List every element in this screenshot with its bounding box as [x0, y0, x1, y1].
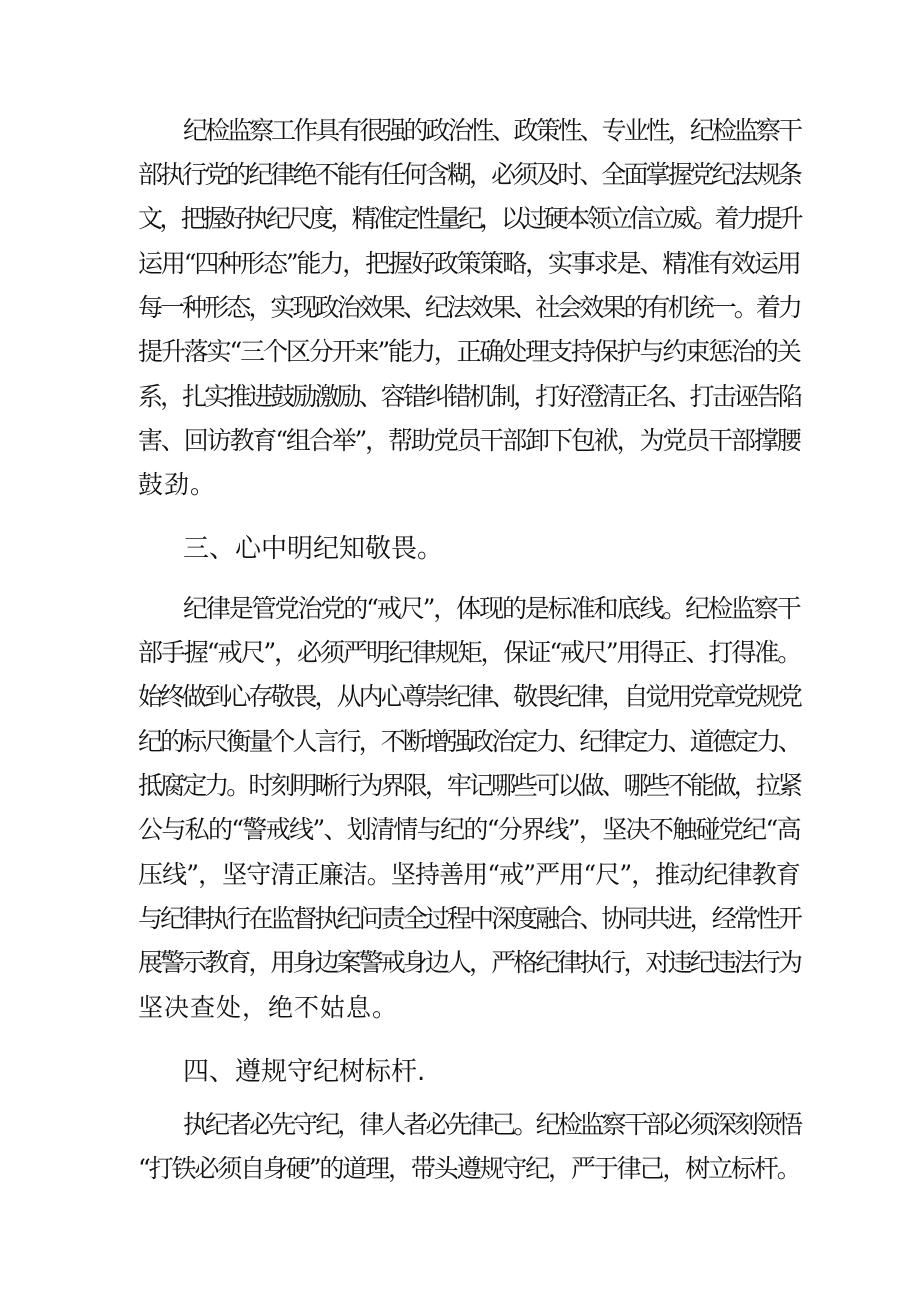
text-line: 提升落实“三个区分开来”能力，正确处理支持保护与约束惩治的关	[138, 337, 800, 366]
text-line: 害、回访教育“组合举”，帮助党员干部卸下包袱，为党员干部撑腰	[138, 426, 800, 455]
text-line: 纪的标尺衡量个人言行，不断增强政治定力、纪律定力、道德定力、	[138, 727, 801, 756]
text-line: 系，扎实推进鼓励激励、容错纠错机制，打好澄清正名、打击诬告陷	[138, 382, 801, 411]
text-line: 与纪律执行在监督执纪问责全过程中深度融合、协同共进，经常性开	[138, 904, 801, 933]
text-line: 部手握“戒尺”，必须严明纪律规矩，保证“戒尺”用得正、打得准。	[138, 638, 801, 667]
text-line: 公与私的“警戒线”、划清情与纪的“分界线”，坚决不触碰党纪“高	[138, 815, 800, 844]
text-line: 抵腐定力。时刻明晰行为界限，牢记哪些可以做、哪些不能做，拉紧	[138, 771, 801, 800]
text-line: 运用“四种形态”能力，把握好政策策略，实事求是、精准有效运用	[138, 249, 800, 278]
text-line: 纪律是管党治党的“戒尺”，体现的是标准和底线。纪检监察干	[183, 594, 800, 623]
text-line: 鼓劲。	[138, 470, 217, 499]
section-heading-4: 四、遵规守纪树标杆.	[183, 1057, 426, 1087]
text-line: 展警示教育，用身边案警戒身边人，严格纪律执行，对违纪违法行为	[138, 948, 801, 977]
text-line: 执纪者必先守纪，律人者必先律己。纪检监察干部必须深刻领悟	[183, 1110, 801, 1139]
text-line: 部执行党的纪律绝不能有任何含糊，必须及时、全面掌握党纪法规条	[138, 160, 801, 189]
text-line: 坚决查处，绝不姑息。	[138, 993, 399, 1022]
text-line: 始终做到心存敬畏，从内心尊崇纪律、敬畏纪律，自觉用党章党规党	[138, 682, 801, 711]
text-line: 每一种形态，实现政治效果、纪法效果、社会效果的有机统一。着力	[138, 293, 801, 322]
text-line: 压线”，坚守清正廉洁。坚持善用“戒”严用“尺”，推动纪律教育	[138, 860, 800, 889]
text-line: “打铁必须自身硬”的道理，带头遵规守纪，严于律己，树立标杆。	[138, 1154, 800, 1183]
text-line: 纪检监察工作具有很强的政治性、政策性、专业性，纪检监察干	[183, 116, 801, 145]
section-heading-3: 三、心中明纪知敬畏。	[183, 534, 444, 564]
text-line: 文，把握好执纪尺度，精准定性量纪，以过硬本领立信立威。着力提升	[138, 204, 801, 233]
